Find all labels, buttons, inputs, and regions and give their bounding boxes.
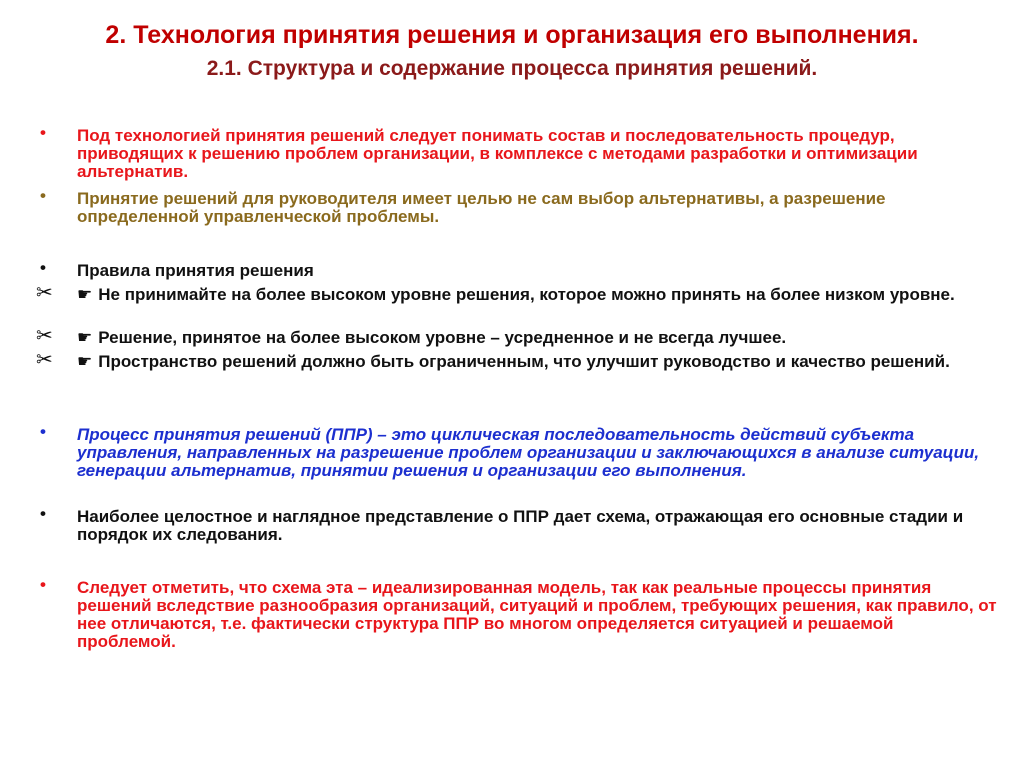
pointing-hand-icon: ☛	[77, 328, 93, 347]
bullet-icon: •	[40, 258, 46, 277]
paragraph-goal: Принятие решений для руководителя имеет целью не сам выбор альтернативы, а разрешение определенной управленческой проблемы.	[77, 189, 886, 226]
paragraph-ppr-definition: Процесс принятия решений (ППР) – это циклическая последовательность действий субъекта управления, направленных на разрешение проблем организации и заключающихся в анализе ситуации, генерации альтернатив, принятии решения и организации его выполнения.	[77, 425, 980, 480]
page-title: 2. Технология принятия решения и организация его выполнения.	[105, 21, 919, 49]
rule-text: Пространство решений должно быть ограниченным, что улучшит руководство и качество решений.	[98, 352, 950, 371]
bullet-icon: •	[40, 186, 46, 205]
rule-item-3	[77, 353, 997, 371]
rule-item-2	[77, 329, 997, 347]
rules-heading: Правила принятия решения	[77, 261, 314, 280]
rule-text: Не принимайте на более высоком уровне решения, которое можно принять на более низком уровне.	[98, 285, 955, 304]
bullet-icon: •	[40, 504, 46, 523]
paragraph-note: Следует отметить, что схема эта – идеализированная модель, так как реальные процессы принятия решений вследствие разнообразия организаций, ситуаций и проблем, требующих решения, как правило, от нее отличаются, т.е. фактически структура ППР во многом определяется ситуацией и решаемой проблемой.	[77, 578, 997, 651]
page-subtitle: 2.1. Структура и содержание процесса принятия решений.	[206, 57, 818, 80]
pointing-hand-icon: ☛	[77, 352, 93, 371]
scissors-icon: ✂	[36, 282, 53, 304]
scissors-icon: ✂	[36, 325, 53, 347]
rule-item-1	[77, 286, 997, 304]
bullet-icon: •	[40, 575, 46, 594]
bullet-icon: •	[40, 422, 46, 441]
paragraph-scheme: Наиболее целостное и наглядное представление о ППР дает схема, отражающая его основные стадии и порядок их следования.	[77, 507, 964, 544]
scissors-icon: ✂	[36, 349, 53, 371]
bullet-icon: •	[40, 123, 46, 142]
paragraph-definition: Под технологией принятия решений следует понимать состав и последовательность процедур, приводящих к решению проблем организации, в комплексе с методами разработки и оптимизации альтернатив.	[77, 126, 918, 181]
pointing-hand-icon: ☛	[77, 285, 93, 304]
rule-text: Решение, принятое на более высоком уровне – усредненное и не всегда лучшее.	[98, 328, 787, 347]
